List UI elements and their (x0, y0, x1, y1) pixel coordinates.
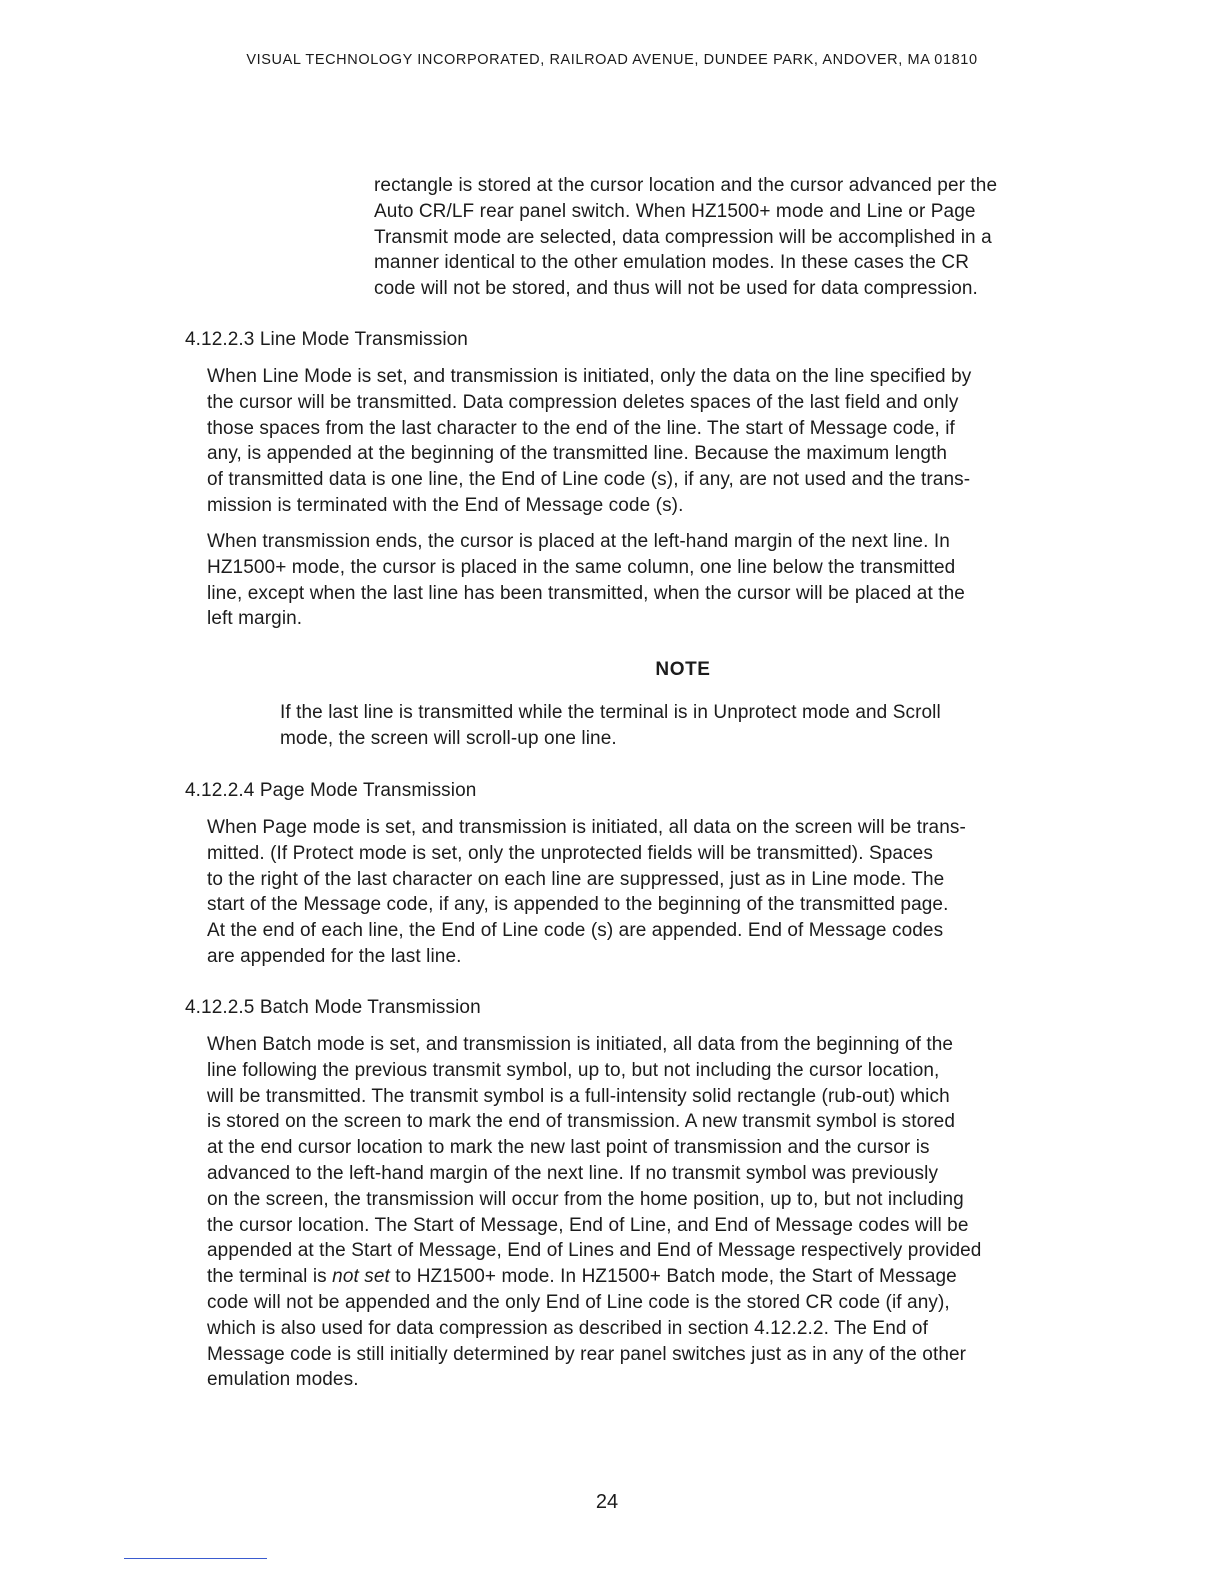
text-line: appended at the Start of Message, End of Lines and End of Message respectively provided (207, 1240, 982, 1262)
text-line: code will not be stored, and thus will not be used for data compression. (374, 278, 978, 300)
batch-mode-paragraph (207, 1032, 981, 1393)
text-line: If the last line is transmitted while the terminal is in Unprotect mode and Scroll (280, 702, 941, 723)
note-heading: NOTE (655, 659, 711, 680)
emphasis-after: to HZ1500+ mode. In HZ1500+ Batch mode, the Start of Message (389, 1266, 957, 1288)
text-line: the cursor location. The Start of Message, End of Line, and End of Message codes will be (207, 1214, 969, 1236)
text-line: When transmission ends, the cursor is placed at the left-hand margin of the next line. In (207, 531, 950, 552)
text-line: advanced to the left-hand margin of the next line. If no transmit symbol was previously (207, 1162, 939, 1184)
text-line: Message code is still initially determined by rear panel switches just as in any of the other (207, 1343, 967, 1365)
text-line: at the end cursor location to mark the new last point of transmission and the cursor is (207, 1137, 930, 1159)
footer-rule (124, 1558, 267, 1559)
text-line: line following the previous transmit symbol, up to, but not including the cursor location, (207, 1059, 940, 1081)
emphasis-before: the terminal is (207, 1266, 333, 1288)
text-line: When Line Mode is set, and transmission is initiated, only the data on the line specified by (207, 366, 972, 387)
text-line: line, except when the last line has been transmitted, when the cursor will be placed at the (207, 582, 965, 604)
text-line: Auto CR/LF rear panel switch. When HZ1500+ mode and Line or Page (374, 200, 976, 222)
text-line: Transmit mode are selected, data compression will be accomplished in a (374, 226, 992, 248)
text-line: rectangle is stored at the cursor location and the cursor advanced per the (374, 175, 998, 196)
text-line: emulation modes. (207, 1369, 359, 1391)
text-line: are appended for the last line. (207, 945, 462, 967)
text-line: HZ1500+ mode, the cursor is placed in the same column, one line below the transmitted (207, 556, 956, 578)
text-line: will be transmitted. The transmit symbol is a full-intensity solid rectangle (rub-out) which (207, 1085, 950, 1107)
text-line: which is also used for data compression as described in section 4.12.2.2. The End of (207, 1317, 928, 1339)
text-line: of transmitted data is one line, the End of Line code (s), if any, are not used and the trans- (207, 469, 971, 491)
page-number: 24 (595, 1491, 619, 1513)
text-line: At the end of each line, the End of Line code (s) are appended. End of Message codes (207, 920, 944, 942)
text-line: manner identical to the other emulation modes. In these cases the CR (374, 252, 970, 274)
text-line: the cursor will be transmitted. Data compression deletes spaces of the last field and only (207, 391, 959, 413)
text-line: those spaces from the last character to the end of the line. The start of Message code, if (207, 417, 955, 439)
text-line: is stored on the screen to mark the end of transmission. A new transmit symbol is stored (207, 1111, 956, 1133)
text-line-with-emphasis (207, 1264, 981, 1290)
line-mode-paragraph-1 (207, 364, 971, 519)
letterhead: VISUAL TECHNOLOGY INCORPORATED, RAILROAD AVENUE, DUNDEE PARK, ANDOVER, MA 01810 (246, 52, 978, 68)
section-heading-line-mode: 4.12.2.3 Line Mode Transmission (185, 329, 468, 350)
text-line: mitted. (If Protect mode is set, only the unprotected fields will be transmitted). Spaces (207, 842, 933, 864)
emphasis-text: not set (332, 1266, 390, 1288)
section-heading-page-mode: 4.12.2.4 Page Mode Transmission (185, 780, 477, 801)
text-line: left margin. (207, 608, 303, 630)
page-mode-paragraph (207, 815, 966, 970)
text-line: mode, the screen will scroll-up one line. (280, 727, 617, 749)
text-line: start of the Message code, if any, is appended to the beginning of the transmitted page. (207, 894, 949, 916)
text-line: When Batch mode is set, and transmission is initiated, all data from the beginning of the (207, 1034, 954, 1055)
section-heading-batch-mode: 4.12.2.5 Batch Mode Transmission (185, 997, 481, 1018)
continuation-paragraph (374, 173, 997, 302)
text-line: on the screen, the transmission will occur from the home position, up to, but not including (207, 1188, 964, 1210)
line-mode-paragraph-2 (207, 529, 965, 632)
text-line: code will not be appended and the only End of Line code is the stored CR code (if any), (207, 1291, 950, 1313)
text-line: to the right of the last character on each line are suppressed, just as in Line mode. The (207, 868, 945, 890)
text-line: any, is appended at the beginning of the transmitted line. Because the maximum length (207, 443, 948, 465)
text-line: mission is terminated with the End of Message code (s). (207, 494, 684, 516)
note-text (280, 700, 941, 752)
text-line: When Page mode is set, and transmission is initiated, all data on the screen will be trans- (207, 817, 966, 838)
